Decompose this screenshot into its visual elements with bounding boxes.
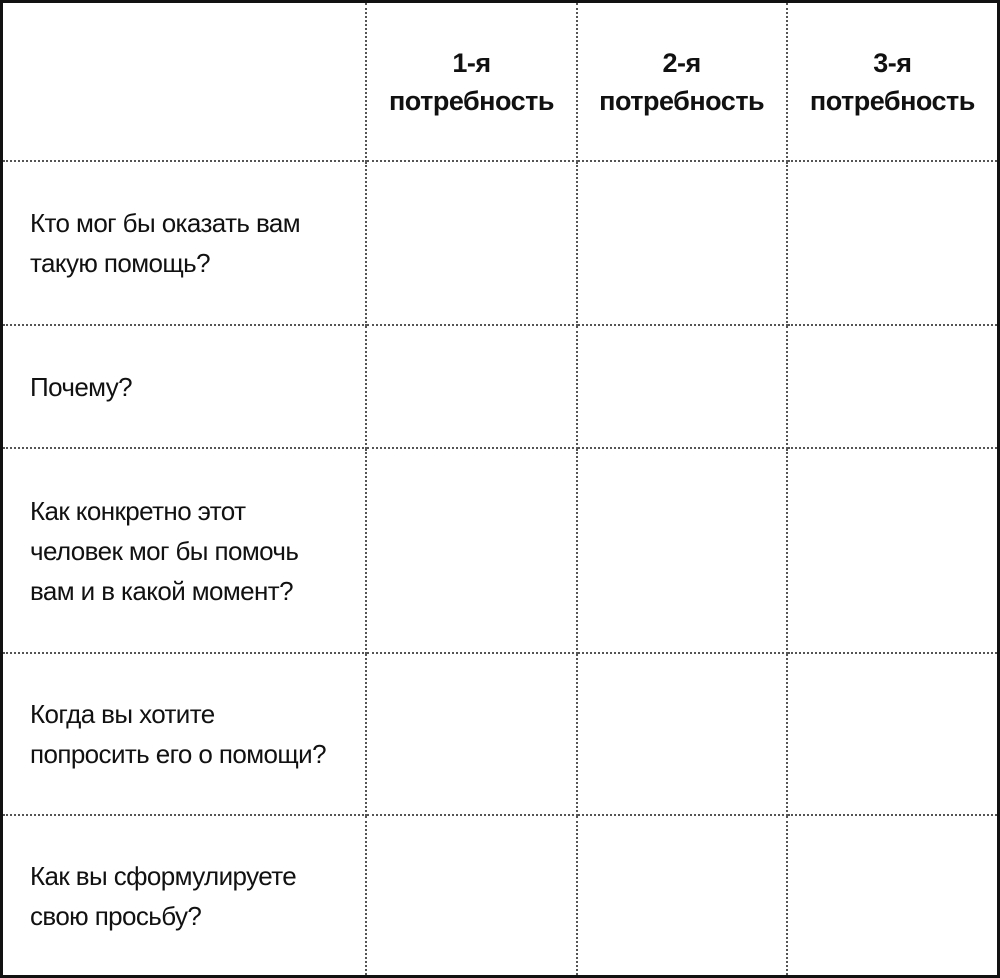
answer-cell-need-1[interactable] — [366, 815, 576, 975]
question-line: Когда вы хотите — [30, 699, 215, 729]
answer-cell-need-2[interactable] — [577, 448, 787, 653]
question-line: Почему? — [30, 371, 133, 402]
header-need-3-number: 3-я — [873, 47, 912, 78]
answer-cell-need-3[interactable] — [787, 653, 997, 815]
answer-cell-need-2[interactable] — [577, 325, 787, 448]
question-line: попросить его о помощи? — [30, 739, 326, 769]
table-row — [3, 325, 997, 448]
question-line: вам и в какой момент? — [30, 575, 293, 606]
header-need-2-number: 2-я — [662, 47, 701, 78]
header-need-1-label: потребность — [388, 85, 554, 116]
header-need-1-number: 1-я — [452, 47, 491, 78]
question-line: человек мог бы помочь — [30, 535, 299, 566]
answer-cell-need-1[interactable] — [366, 653, 576, 815]
question-who-could-help — [3, 161, 366, 325]
question-how-and-when — [3, 448, 366, 653]
question-line: свою просьбу? — [30, 900, 202, 931]
question-line: Кто мог бы оказать вам — [30, 208, 301, 238]
question-line: такую помощь? — [30, 248, 210, 278]
answer-cell-need-2[interactable] — [577, 653, 787, 815]
table-row — [3, 815, 997, 975]
question-line: Как вы сформулируете — [30, 860, 297, 891]
table-row — [3, 653, 997, 815]
question-when-to-ask — [3, 653, 366, 815]
header-need-3-label: потребность — [809, 85, 975, 116]
table-row — [3, 448, 997, 653]
answer-cell-need-1[interactable] — [366, 161, 576, 325]
header-need-1 — [366, 3, 576, 161]
header-need-3 — [787, 3, 997, 161]
header-need-2 — [577, 3, 787, 161]
answer-cell-need-3[interactable] — [787, 325, 997, 448]
question-how-to-phrase — [3, 815, 366, 975]
answer-cell-need-3[interactable] — [787, 448, 997, 653]
question-why — [3, 325, 366, 448]
header-row — [3, 3, 997, 161]
question-line: Как конкретно этот — [30, 495, 246, 526]
answer-cell-need-3[interactable] — [787, 815, 997, 975]
table-row — [3, 161, 997, 325]
needs-table — [3, 3, 997, 975]
answer-cell-need-2[interactable] — [577, 815, 787, 975]
answer-cell-need-1[interactable] — [366, 325, 576, 448]
answer-cell-need-2[interactable] — [577, 161, 787, 325]
header-need-2-label: потребность — [599, 85, 765, 116]
answer-cell-need-1[interactable] — [366, 448, 576, 653]
corner-cell — [3, 3, 366, 161]
answer-cell-need-3[interactable] — [787, 161, 997, 325]
